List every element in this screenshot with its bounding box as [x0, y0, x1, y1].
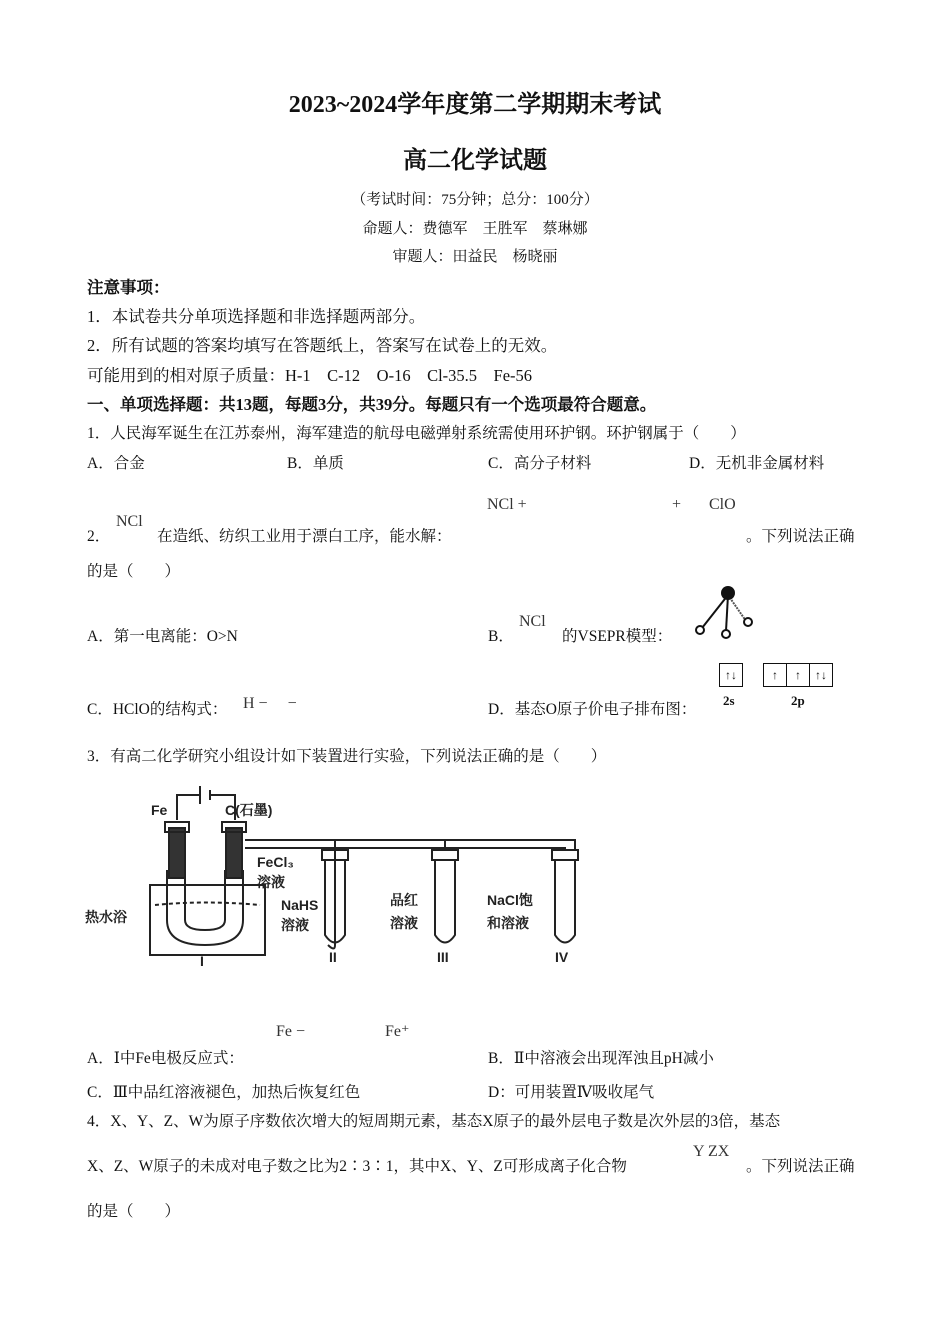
exam-subtitle: 高二化学试题 — [403, 148, 547, 174]
section-heading: 一、单项选择题：共13题，每题3分，共39分。每题只有一个选项最符合题意。 — [87, 395, 657, 414]
label-iv: IV — [555, 949, 569, 965]
exam-title: 2023~2024学年度第二学期期末考试 — [288, 92, 662, 118]
q2-num: 2． — [87, 528, 111, 545]
notes-heading: 注意事项： — [87, 278, 170, 297]
q4-tail: 。下列说法正确 — [746, 1158, 855, 1175]
q2-option-a: A．第一电离能：O>N — [87, 628, 238, 645]
q3-option-a: A．Ⅰ中Fe电极反应式： — [87, 1050, 244, 1067]
label-fecl3-2: 溶液 — [257, 874, 285, 890]
q2-option-c-formula: H − − — [243, 695, 297, 712]
apparatus-diagram — [85, 770, 595, 970]
orbital-2s — [719, 663, 743, 687]
q3-option-c: C．Ⅲ中品红溶液褪色，加热后恢复红色 — [87, 1084, 361, 1101]
q1-option-c: C．高分子材料 — [488, 455, 592, 472]
q2-eq-c: ClO — [709, 496, 736, 513]
q2-stem: 在造纸、纺织工业用于漂白工序，能水解： — [157, 528, 452, 545]
label-fe: Fe — [151, 802, 168, 818]
label-ii: II — [329, 949, 337, 965]
orbital-2s-label: 2s — [723, 693, 735, 708]
q2-option-b-text: 的VSEPR模型： — [562, 628, 673, 645]
label-pinhong: 品红 — [390, 892, 418, 908]
label-iii: III — [437, 949, 449, 965]
q2-option-b-formula: NCl — [519, 613, 546, 630]
orbital-box: ↑ — [787, 663, 810, 687]
orbital-box: ↑↓ — [719, 663, 743, 687]
label-nacl: NaCl饱 — [487, 892, 533, 908]
q2-tail: 。下列说法正确 — [746, 528, 855, 545]
label-i: I — [200, 953, 204, 969]
label-nacl-2: 和溶液 — [487, 915, 529, 931]
reviewers: 审题人：田益民 杨晓丽 — [392, 249, 558, 265]
q3-fe-equation: Fe − Fe⁺ — [276, 1023, 410, 1040]
q2-option-b-prefix: B． — [488, 628, 514, 645]
vsepr-model-image — [688, 583, 768, 643]
q2-option-c: C．HClO的结构式： — [87, 701, 228, 718]
label-nahs-2: 溶液 — [281, 917, 309, 933]
atomic-mass: 可能用到的相对原子质量：H-1 C-12 O-16 Cl-35.5 Fe-56 — [87, 366, 533, 385]
q1-option-a: A．合金 — [87, 455, 145, 472]
note-item: 2．所有试题的答案均填写在答题纸上，答案写在试卷上的无效。 — [87, 336, 558, 355]
q2-formula: NCl — [116, 513, 143, 530]
label-fecl3: FeCl₃ — [257, 854, 294, 870]
q4-stem: 4．X、Y、Z、W为原子序数依次增大的短周期元素，基态X原子的最外层电子数是次外层的3倍，基态 — [87, 1113, 781, 1130]
q1-stem: 1．人民海军诞生在江苏泰州，海军建造的航母电磁弹射系统需使用环护钢。环护钢属于（ ） — [87, 425, 746, 442]
orbital-box: ↑↓ — [810, 663, 833, 687]
orbital-box: ↑ — [763, 663, 787, 687]
label-c: C(石墨) — [225, 802, 273, 818]
orbital-2p — [763, 663, 833, 687]
exam-info: （考试时间：75分钟；总分：100分） — [351, 192, 599, 208]
q1-option-d: D．无机非金属材料 — [689, 455, 825, 472]
note-item: 1．本试卷共分单项选择题和非选择题两部分。 — [87, 307, 426, 326]
setters: 命题人：费德军 王胜军 蔡琳娜 — [362, 221, 588, 237]
q2-eq-a: NCl + — [487, 496, 527, 513]
label-nahs: NaHS — [281, 897, 319, 913]
q4-stem3: 的是（ ） — [87, 1203, 181, 1220]
q1-option-b: B．单质 — [287, 455, 344, 472]
q2-option-d: D．基态O原子价电子排布图： — [488, 701, 697, 718]
label-bath: 热水浴 — [85, 909, 127, 925]
q3-option-b: B．Ⅱ中溶液会出现浑浊且pH减小 — [488, 1050, 714, 1067]
q2-stem2: 的是（ ） — [87, 563, 181, 580]
q3-option-d: D：可用装置Ⅳ吸收尾气 — [488, 1084, 655, 1101]
test-tubes — [322, 850, 578, 943]
q3-stem: 3．有高二化学研究小组设计如下装置进行实验，下列说法正确的是（ ） — [87, 748, 607, 765]
orbital-2p-label: 2p — [791, 693, 805, 708]
q4-formula: Y ZX — [693, 1143, 730, 1160]
label-pinhong-2: 溶液 — [390, 915, 418, 931]
q4-stem2: X、Z、W原子的未成对电子数之比为2∶3∶1，其中X、Y、Z可形成离子化合物 — [87, 1158, 627, 1175]
q2-eq-b: + — [672, 496, 682, 513]
